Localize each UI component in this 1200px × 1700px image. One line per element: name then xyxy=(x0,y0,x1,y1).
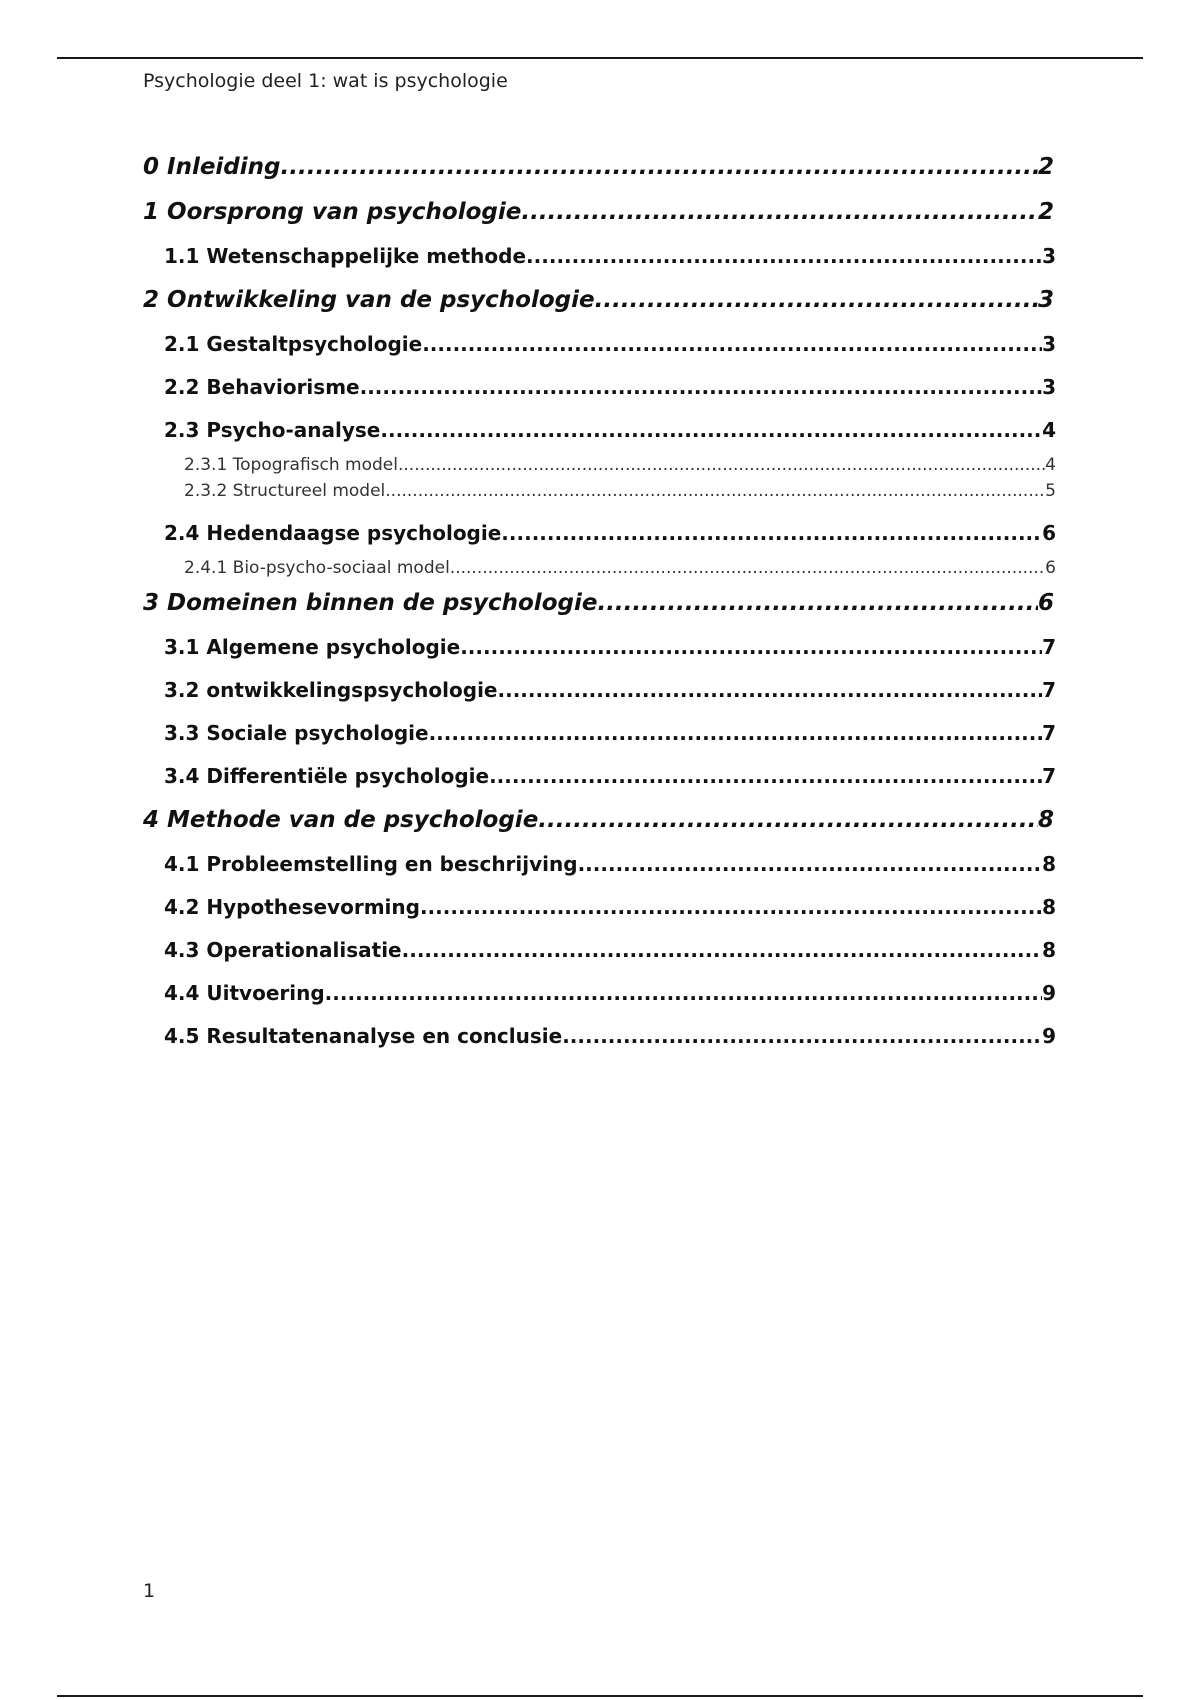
dot-leader xyxy=(360,366,1042,409)
dot-leader xyxy=(420,886,1042,929)
dot-leader xyxy=(402,929,1042,972)
toc-entry-label: 1.1 Wetenschappelijke methode xyxy=(164,244,527,268)
dot-leader xyxy=(429,712,1043,755)
toc-entry-label: 4.3 Operationalisatie xyxy=(164,938,402,962)
dot-leader xyxy=(498,669,1043,712)
dot-leader xyxy=(385,478,1045,504)
toc-entry-page: 2 xyxy=(1037,199,1054,225)
toc-entry-label: 2.3 Psycho-analyse xyxy=(164,418,381,442)
toc-entry-page: 9 xyxy=(1042,1024,1056,1048)
toc-entry[interactable] xyxy=(164,1015,1056,1058)
toc-entry-page: 3 xyxy=(1042,244,1056,268)
dot-leader xyxy=(578,843,1043,886)
toc-entry-label: 4 Methode van de psychologie xyxy=(143,807,539,833)
toc-entry-label: 4.4 Uitvoering xyxy=(164,981,325,1005)
toc-entry-page: 6 xyxy=(1045,558,1056,578)
toc-entry[interactable] xyxy=(184,452,1056,478)
dot-leader xyxy=(450,555,1045,581)
toc-entry[interactable] xyxy=(164,886,1056,929)
toc-entry-page: 5 xyxy=(1045,481,1056,501)
toc-entry-page: 7 xyxy=(1042,764,1056,788)
toc-entry-label: 2.3.1 Topografisch model xyxy=(184,455,398,475)
toc-entry-label: 3 Domeinen binnen de psychologie xyxy=(143,590,598,616)
table-of-contents xyxy=(143,145,1056,1058)
toc-entry-label: 3.4 Differentiële psychologie xyxy=(164,764,490,788)
toc-entry-label: 2.4.1 Bio-psycho-sociaal model xyxy=(184,558,450,578)
page-number: 1 xyxy=(143,1580,156,1602)
toc-entry-label: 3.3 Sociale psychologie xyxy=(164,721,429,745)
toc-entry-label: 4.2 Hypothesevorming xyxy=(164,895,420,919)
toc-entry[interactable] xyxy=(164,712,1056,755)
dot-leader xyxy=(489,755,1042,798)
toc-entry[interactable] xyxy=(164,235,1056,278)
toc-entry-page: 2 xyxy=(1037,154,1054,180)
toc-entry[interactable] xyxy=(164,366,1056,409)
toc-entry[interactable] xyxy=(143,798,1054,843)
running-header: Psychologie deel 1: wat is psychologie xyxy=(143,70,508,92)
dot-leader xyxy=(562,1015,1042,1058)
toc-entry-label: 2.3.2 Structureel model xyxy=(184,481,386,501)
toc-entry-page: 3 xyxy=(1042,375,1056,399)
toc-entry-page: 4 xyxy=(1042,418,1056,442)
dot-leader xyxy=(422,323,1042,366)
toc-entry-page: 6 xyxy=(1037,590,1054,616)
toc-entry[interactable] xyxy=(164,755,1056,798)
toc-entry[interactable] xyxy=(164,512,1056,555)
toc-entry-page: 8 xyxy=(1042,895,1056,919)
dot-leader xyxy=(538,798,1038,843)
toc-entry-page: 8 xyxy=(1037,807,1054,833)
dot-leader xyxy=(526,235,1042,278)
toc-entry-label: 2.4 Hedendaagse psychologie xyxy=(164,521,502,545)
toc-entry[interactable] xyxy=(164,669,1056,712)
toc-entry[interactable] xyxy=(164,929,1056,972)
toc-entry-label: 2.2 Behaviorisme xyxy=(164,375,360,399)
toc-entry-label: 4.5 Resultatenanalyse en conclusie xyxy=(164,1024,563,1048)
toc-entry-page: 9 xyxy=(1042,981,1056,1005)
toc-entry[interactable] xyxy=(143,278,1054,323)
dot-leader xyxy=(325,972,1042,1015)
toc-entry[interactable] xyxy=(164,626,1056,669)
dot-leader xyxy=(281,145,1038,190)
toc-entry-page: 3 xyxy=(1042,332,1056,356)
toc-entry-label: 0 Inleiding xyxy=(143,154,281,180)
dot-leader xyxy=(521,190,1038,235)
toc-entry[interactable] xyxy=(164,323,1056,366)
toc-entry-page: 7 xyxy=(1042,678,1056,702)
toc-entry-page: 6 xyxy=(1042,521,1056,545)
toc-entry-page: 7 xyxy=(1042,635,1056,659)
dot-leader xyxy=(501,512,1042,555)
toc-entry-label: 3.2 ontwikkelingspsychologie xyxy=(164,678,498,702)
dot-leader xyxy=(398,452,1045,478)
toc-entry-page: 4 xyxy=(1045,455,1056,475)
toc-entry-label: 4.1 Probleemstelling en beschrijving xyxy=(164,852,578,876)
toc-entry-page: 3 xyxy=(1037,287,1054,313)
toc-entry[interactable] xyxy=(184,478,1056,504)
toc-entry-label: 3.1 Algemene psychologie xyxy=(164,635,461,659)
toc-entry[interactable] xyxy=(164,409,1056,452)
toc-entry-label: 2.1 Gestaltpsychologie xyxy=(164,332,423,356)
header-rule xyxy=(57,57,1143,59)
toc-entry-page: 7 xyxy=(1042,721,1056,745)
dot-leader xyxy=(595,278,1038,323)
toc-entry[interactable] xyxy=(143,190,1054,235)
toc-entry-label: 2 Ontwikkeling van de psychologie xyxy=(143,287,595,313)
toc-entry-page: 8 xyxy=(1042,938,1056,962)
toc-entry-label: 1 Oorsprong van psychologie xyxy=(143,199,522,225)
toc-entry[interactable] xyxy=(184,555,1056,581)
dot-leader xyxy=(460,626,1042,669)
toc-entry-page: 8 xyxy=(1042,852,1056,876)
toc-entry[interactable] xyxy=(143,145,1054,190)
toc-entry[interactable] xyxy=(164,972,1056,1015)
dot-leader xyxy=(380,409,1042,452)
footer-rule xyxy=(57,1695,1143,1697)
toc-entry[interactable] xyxy=(143,581,1054,626)
toc-entry[interactable] xyxy=(164,843,1056,886)
dot-leader xyxy=(597,581,1038,626)
